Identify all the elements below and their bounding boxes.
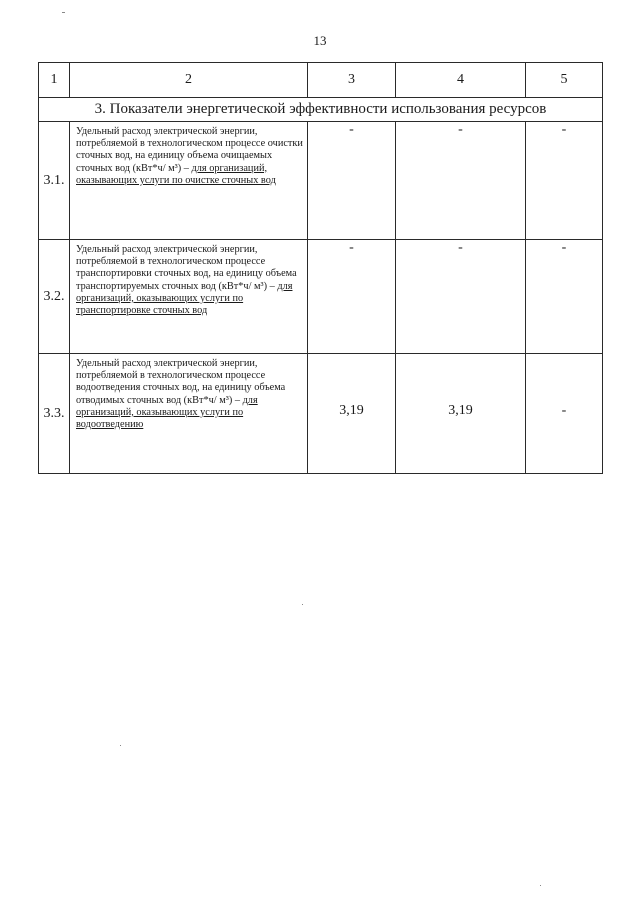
table-row xyxy=(39,354,603,474)
table-row xyxy=(39,240,603,354)
row-value-col-5: - xyxy=(526,354,603,474)
row-value-col-3: - xyxy=(308,122,396,240)
row-value-col-3: - xyxy=(308,240,396,354)
row-value-col-5: - xyxy=(526,240,603,354)
scan-speck xyxy=(540,885,541,886)
header-col-1: 1 xyxy=(39,63,70,98)
row-value-col-5: - xyxy=(526,122,603,240)
page-number: 13 xyxy=(313,33,327,48)
description-text: Удельный расход электрической энергии, потребляемой в технологическом процессе транспортировки сточных вод, на единицу объема транспортируемых сточных вод (кВт*ч/ м³) – xyxy=(76,244,297,292)
description-text: Удельный расход электрической энергии, потребляемой в технологическом процессе водоотведения сточных вод, на единицу объема отводимых сточных вод (кВт*ч/ м³) – xyxy=(76,358,286,406)
description-text: Удельный расход электрической энергии, потребляемой в технологическом процессе очистки сточных вод, на единицу объема очищаемых сточных вод (кВт*ч/ м³) – xyxy=(76,126,303,174)
row-value-col-3: 3,19 xyxy=(308,354,396,474)
header-col-3: 3 xyxy=(308,63,396,98)
row-number: 3.3. xyxy=(39,354,70,474)
row-value-col-4: 3,19 xyxy=(396,354,526,474)
header-col-2: 2 xyxy=(70,63,308,98)
row-number: 3.2. xyxy=(39,240,70,354)
table-row xyxy=(39,122,603,240)
row-value-col-4: - xyxy=(396,122,526,240)
section-title: 3. Показатели энергетической эффективности использования ресурсов xyxy=(39,98,603,122)
header-col-4: 4 xyxy=(396,63,526,98)
section-row xyxy=(39,98,603,122)
row-description xyxy=(70,122,308,240)
scan-speck xyxy=(120,745,121,746)
description-underlined: для организаций, оказывающих услуги по транспортировке сточных вод xyxy=(76,280,293,317)
row-description xyxy=(70,354,308,474)
scan-speck xyxy=(302,604,303,605)
row-value-col-4: - xyxy=(396,240,526,354)
row-description xyxy=(70,240,308,354)
row-number: 3.1. xyxy=(39,122,70,240)
indicators-table xyxy=(38,62,603,474)
scan-speck xyxy=(62,12,65,13)
description-underlined: для организаций, оказывающих услуги по очистке сточных вод xyxy=(76,162,276,186)
description-underlined: для организаций, оказывающих услуги по водоотведению xyxy=(76,394,258,431)
header-col-5: 5 xyxy=(526,63,603,98)
header-row xyxy=(39,63,603,98)
